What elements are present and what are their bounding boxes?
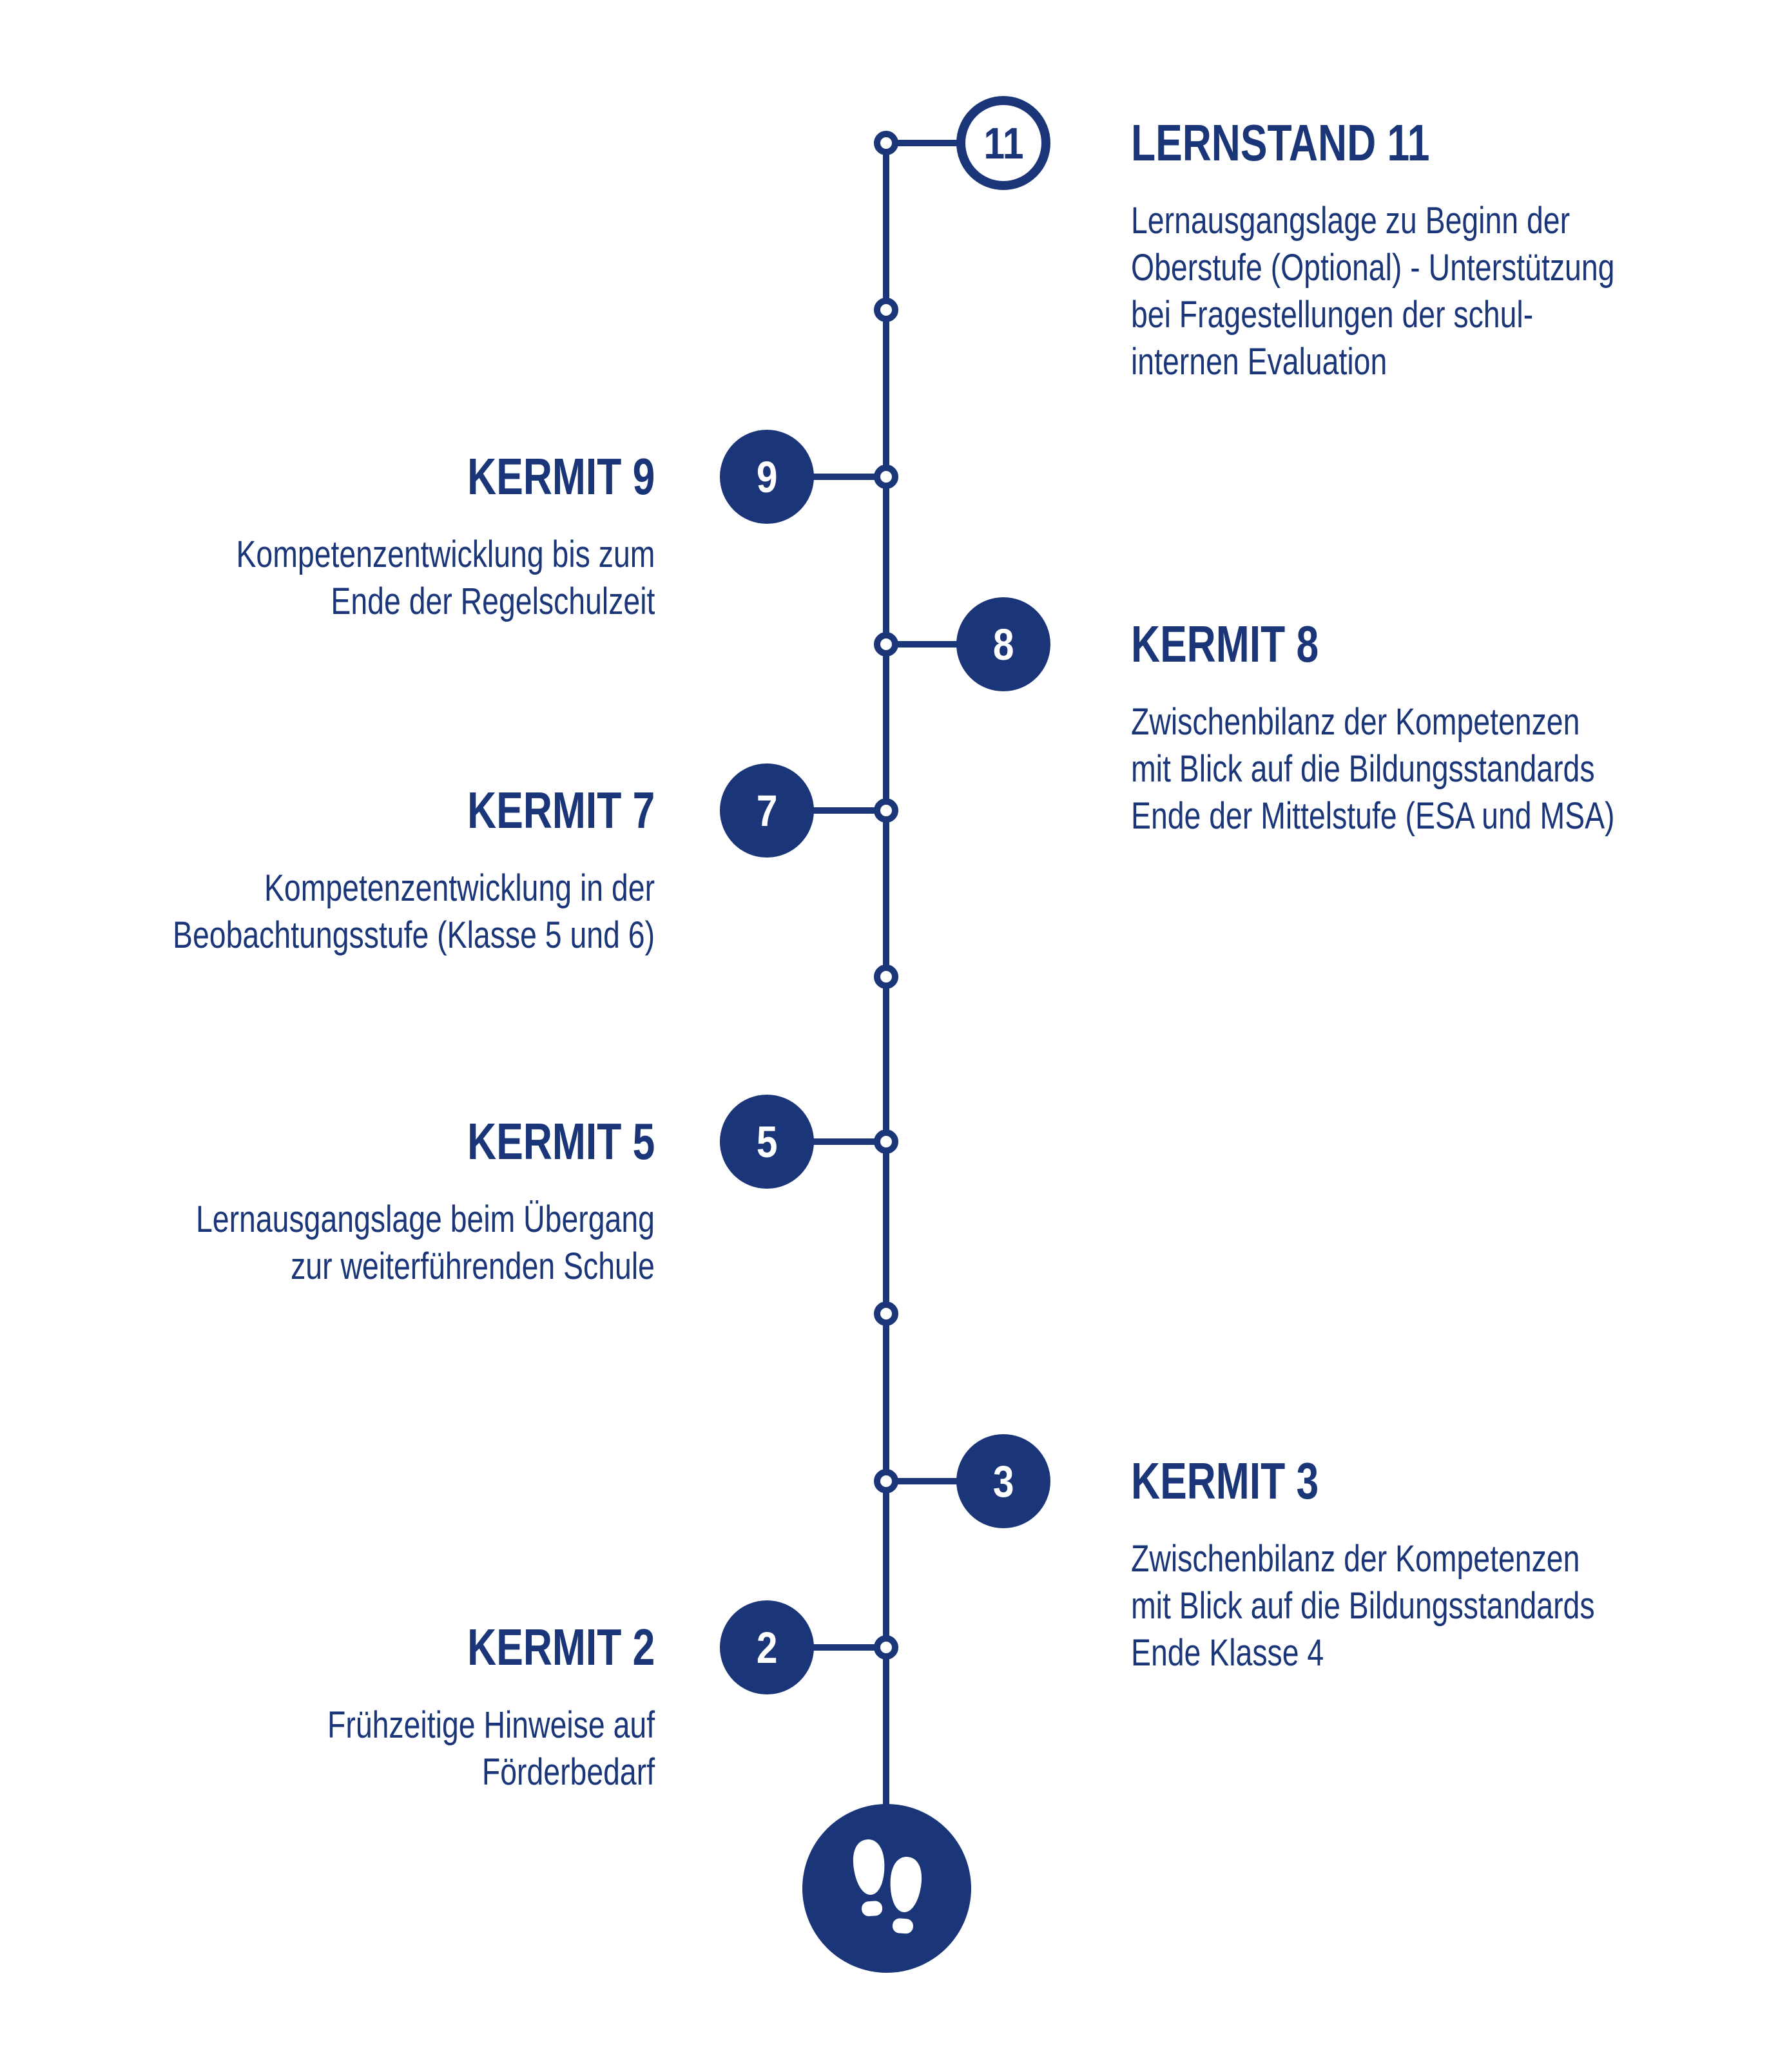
kermit-3-description <box>1131 1535 1595 1676</box>
description-line: Frühzeitige Hinweise auf <box>327 1704 655 1746</box>
connector-kermit5 <box>811 1138 876 1145</box>
node-circle-kermit-3 <box>956 1434 1050 1528</box>
timeline-dot <box>874 1301 898 1326</box>
node-number: 3 <box>992 1456 1014 1506</box>
description-line: Zwischenbilanz der Kompetenzen <box>1131 1538 1580 1580</box>
description-line: Beobachtungsstufe (Klasse 5 und 6) <box>172 914 655 956</box>
description-line: mit Blick auf die Bildungsstandards <box>1131 1585 1595 1627</box>
timeline-dot <box>874 465 898 489</box>
node-circle-kermit-8 <box>956 597 1050 691</box>
description-line: internen Evaluation <box>1131 341 1387 383</box>
timeline-dot <box>874 298 898 322</box>
timeline-dot <box>874 1635 898 1660</box>
timeline-dot <box>874 798 898 823</box>
description-line: Ende Klasse 4 <box>1131 1632 1324 1674</box>
connector-kermit9 <box>811 474 876 480</box>
node-circle-lernstand-11 <box>956 96 1050 190</box>
lernstand-11-title: LERNSTAND 11 <box>1131 114 1430 171</box>
kermit-5-title: KERMIT 5 <box>467 1113 655 1170</box>
connector-kermit8 <box>893 641 960 648</box>
kermit-5-description <box>196 1196 655 1290</box>
lernstand-11-description <box>1131 197 1614 385</box>
node-circle-kermit-7 <box>720 763 814 858</box>
timeline-dot <box>874 1469 898 1493</box>
connector-kermit7 <box>811 807 876 814</box>
description-line: mit Blick auf die Bildungsstandards <box>1131 748 1595 790</box>
connector-lernstand11 <box>893 140 960 146</box>
node-circle-kermit-2 <box>720 1600 814 1694</box>
description-line: Kompetenzentwicklung in der <box>264 867 655 909</box>
kermit-2-description <box>327 1702 655 1796</box>
description-line: Lernausgangslage zu Beginn der <box>1131 200 1571 242</box>
kermit-9-title: KERMIT 9 <box>467 448 655 505</box>
description-line: Lernausgangslage beim Übergang <box>196 1198 655 1240</box>
kermit-7-description <box>173 865 655 959</box>
kermit-9-description <box>236 531 655 625</box>
connector-kermit3 <box>893 1478 960 1484</box>
description-line: Oberstufe (Optional) - Unterstützung <box>1131 247 1615 289</box>
description-line: Zwischenbilanz der Kompetenzen <box>1131 701 1580 743</box>
kermit-7-title: KERMIT 7 <box>467 782 655 839</box>
kermit-8-title: KERMIT 8 <box>1131 615 1319 673</box>
node-circle-kermit-5 <box>720 1095 814 1189</box>
node-number: 8 <box>992 619 1014 669</box>
kermit-3-title: KERMIT 3 <box>1131 1452 1319 1510</box>
timeline-dot <box>874 1129 898 1154</box>
description-line: Kompetenzentwicklung bis zum <box>236 533 655 575</box>
kermit-8-description <box>1131 698 1615 839</box>
description-line: bei Fragestellungen der schul- <box>1131 294 1534 336</box>
description-line: zur weiterführenden Schule <box>291 1245 655 1287</box>
node-number: 5 <box>756 1117 778 1167</box>
description-line: Ende der Regelschulzeit <box>331 580 655 622</box>
node-circle-kermit-9 <box>720 430 814 524</box>
description-line: Förderbedarf <box>481 1751 655 1793</box>
node-number: 9 <box>756 452 778 502</box>
timeline-dot <box>874 964 898 989</box>
node-number: 7 <box>756 785 778 836</box>
kermit-2-title: KERMIT 2 <box>467 1618 655 1676</box>
timeline-dot <box>874 131 898 155</box>
description-line: Ende der Mittelstufe (ESA und MSA) <box>1131 795 1615 837</box>
timeline-dot <box>874 632 898 657</box>
node-number: 11 <box>983 118 1023 168</box>
node-number: 2 <box>756 1622 778 1673</box>
connector-kermit2 <box>811 1644 876 1651</box>
footprints-icon <box>802 1804 971 1973</box>
